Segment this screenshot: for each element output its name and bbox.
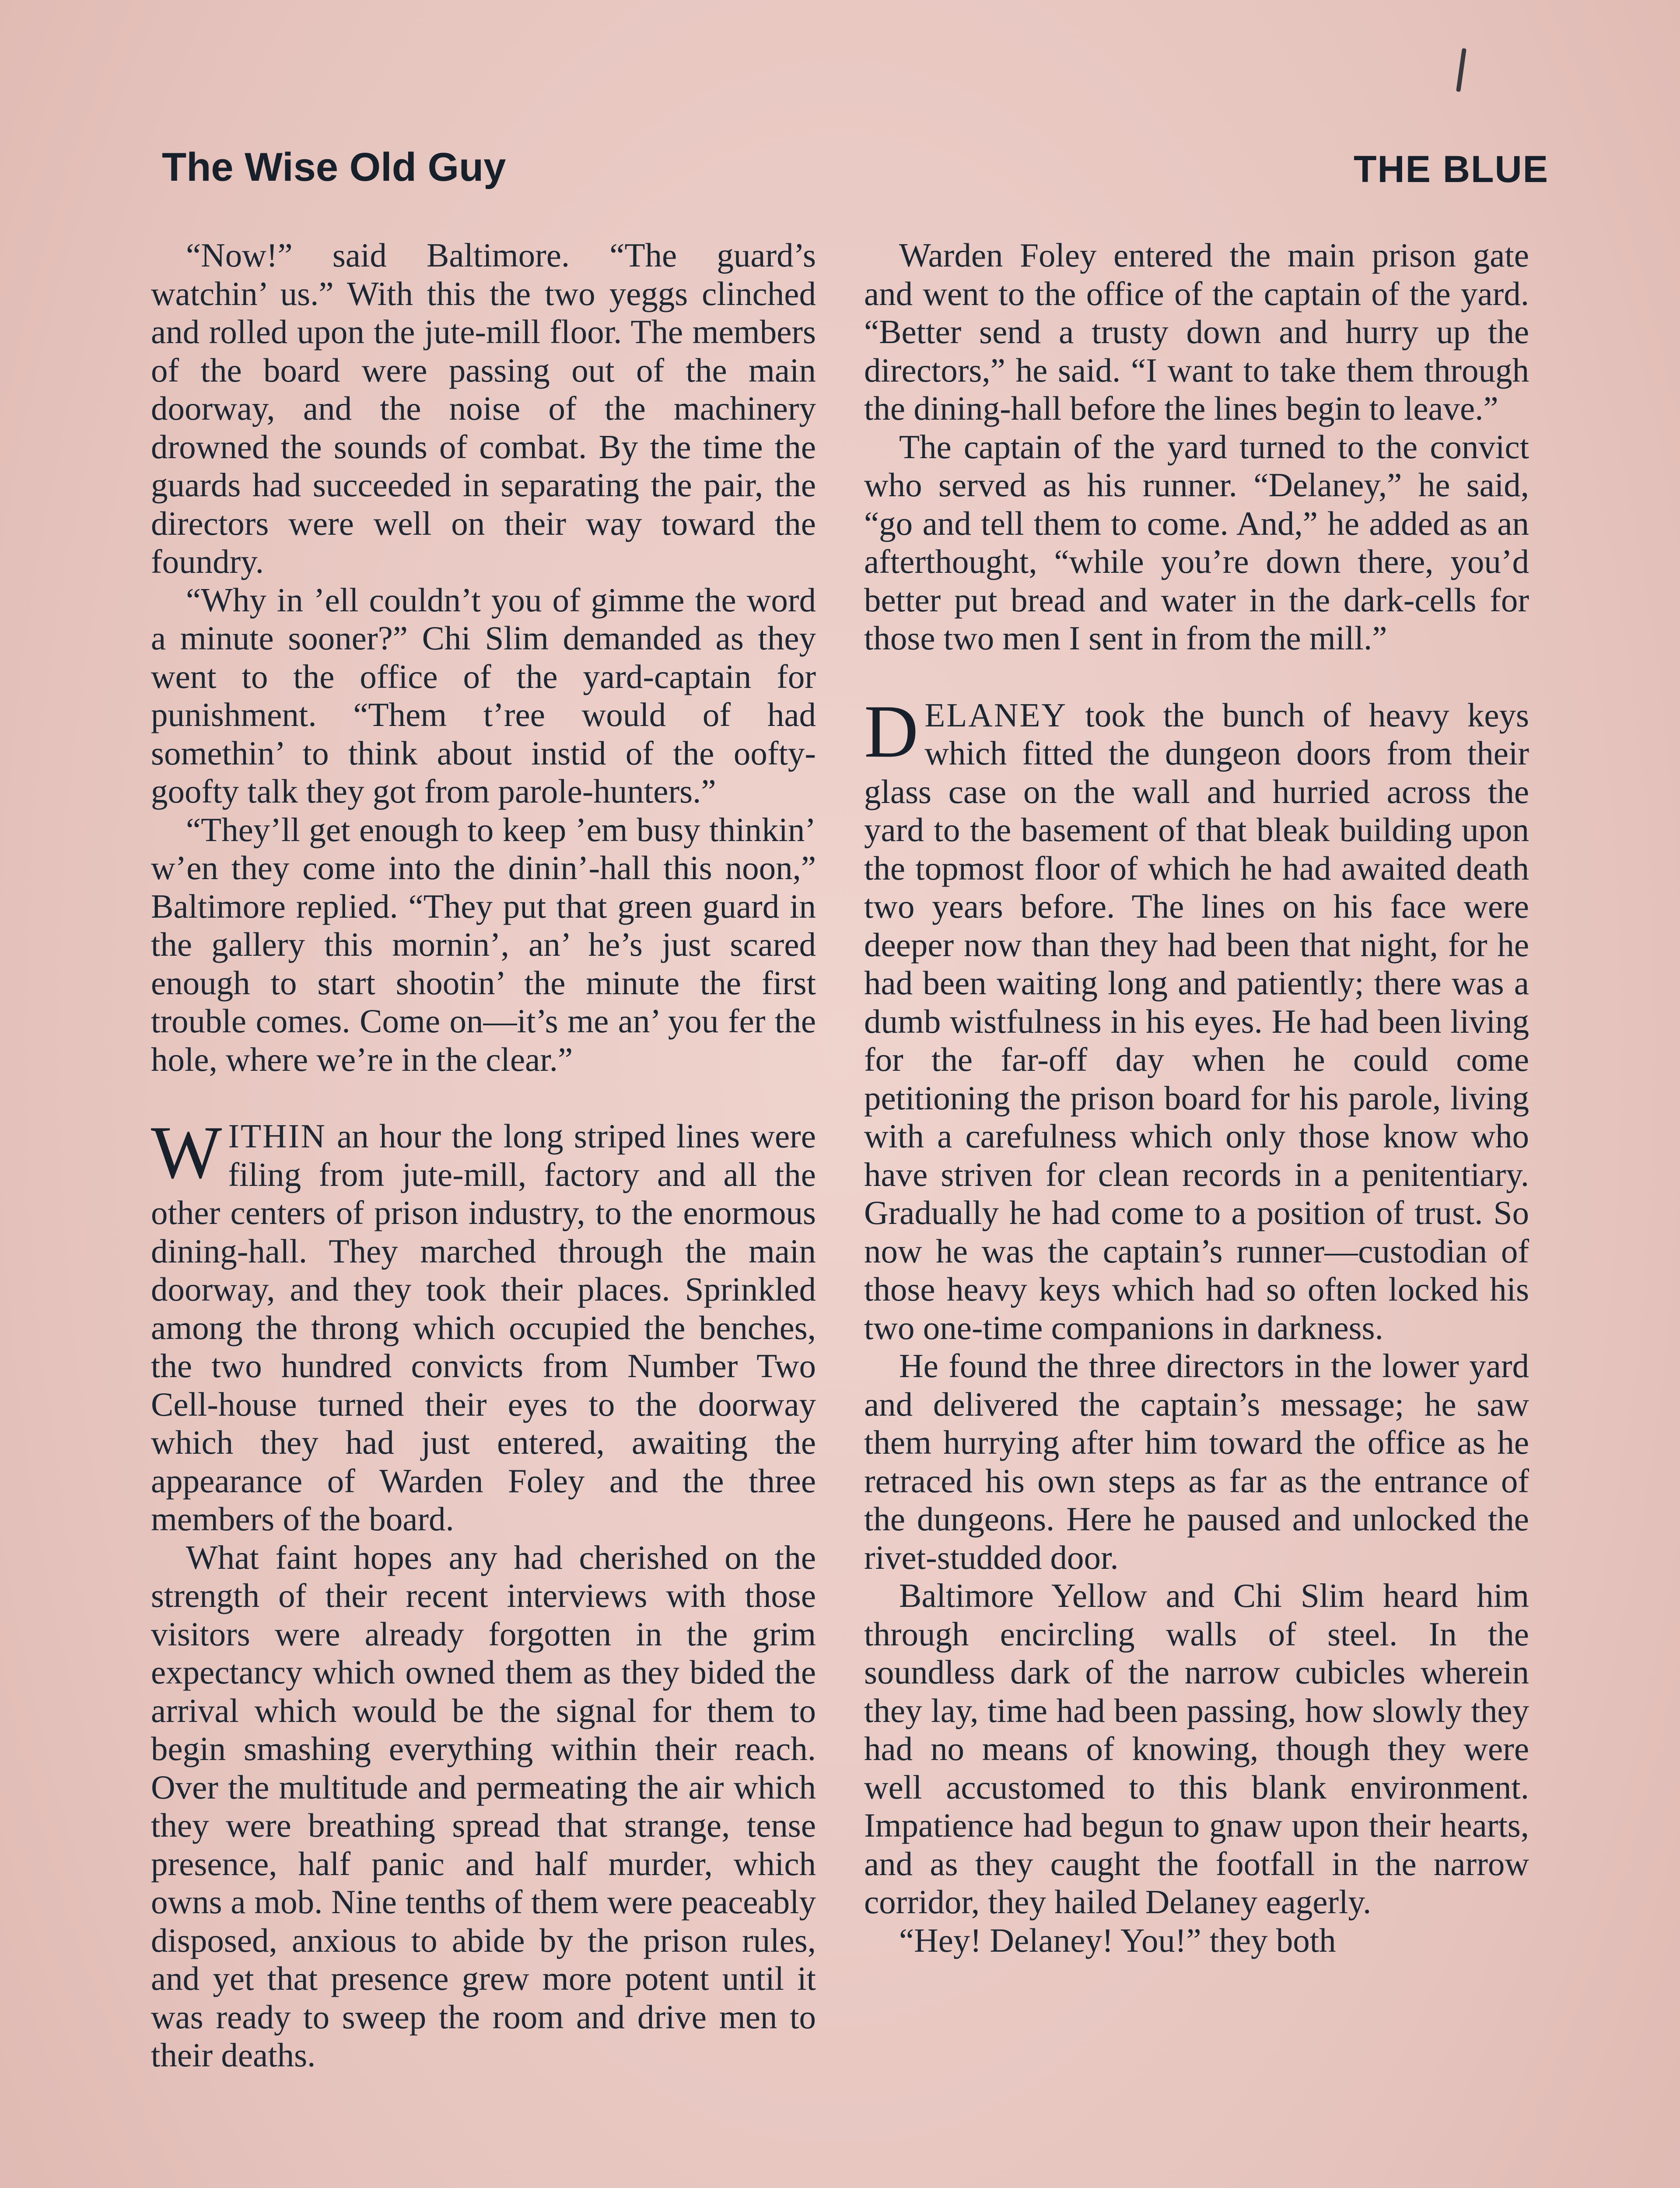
paragraph-text: an hour the long striped lines were filing from jute-mill, factory and all the other centers of prison industry, to the enormous dining-hall. They marched through the main doorway, and they took their places. Sprinkled among the throng which occupied the benches, the two hundred convicts from Number Two Cell-house turned their eyes to the doorway which they had just entered, awaiting the appearance of Warden Foley and the three members of the board. [151,1117,816,1538]
magazine-title: THE BLUE [1354,148,1549,190]
story-title: The Wise Old Guy [162,145,506,189]
paragraph: Warden Foley entered the main prison gate and went to the office of the captain of the yard. “Better send a trusty down and hurry up the directors,” he said. “I want to take them through the dining-hall before the lines begin to leave.” [864,236,1529,427]
paragraph: Baltimore Yellow and Chi Slim heard him through encircling walls of steel. In the soundless dark of the narrow cubicles wherein they lay, time had been passing, how slowly they had no means of knowing, though they were well accustomed to this blank environment. Impatience had begun to gnaw upon their hearts, and as they caught the footfall in the narrow corridor, they hailed Delaney eagerly. [864,1577,1529,1921]
ink-mark [1456,48,1466,92]
paragraph-text: took the bunch of heavy keys which fitted the dungeon doors from their glass case on the wall and hurried across the yard to the basement of that bleak building upon the topmost floor of which he had awaited death two years before. The lines on his face were deeper now than they had been that night, for he had been waiting long and patiently; there was a dumb wistfulness in his eyes. He had been living for the far-off day when he could come petitioning the prison board for his parole, living with a carefulness which only those know who have striven for clean records in a penitentiary. Gradually he had come to a position of trust. So now he was the captain’s runner—custodian of those heavy keys which had so often locked his two one-time companions in darkness. [864,696,1529,1346]
drop-cap: D [864,690,919,773]
paragraph: “Hey! Delaney! You!” they both [899,1921,1336,1959]
section-paragraph [864,690,1529,1347]
right-column [864,236,1529,1960]
paragraph: The captain of the yard turned to the convict who served as his runner. “Delaney,” he said, “go and tell them to come. And,” he added as an afterthought, “while you’re down there, you’d better put bread and water in the dark-cells for those two men I sent in from the mill.” [864,428,1529,657]
paragraph: “They’ll get enough to keep ’em busy thinkin’ w’en they come into the dinin’-hall this noon,” Baltimore replied. “They put that green guard in the gallery this mornin’, an’ he’s just scared enough to start shootin’ the minute the first trouble comes. Come on—it’s me an’ you fer the hole, where we’re in the clear.” [151,810,816,1078]
left-column [151,236,816,2075]
paragraph: He found the three directors in the lower yard and delivered the captain’s message; he saw them hurrying after him toward the office as he retraced his own steps as far as the entrance of the dungeons. Here he paused and unlocked the rivet-studded door. [864,1347,1529,1576]
paragraph: “Now!” said Baltimore. “The guard’s watchin’ us.” With this the two yeggs clinched and rolled upon the jute-mill floor. The members of the board were passing out of the main doorway, and the noise of the machinery drowned the sounds of combat. By the time the guards had succeeded in separating the pair, the directors were well on their way toward the foundry. [151,236,816,580]
drop-cap: W [151,1111,222,1194]
small-caps-lead: ITHIN [228,1117,326,1155]
paragraph: What faint hopes any had cherished on the strength of their recent interviews with those visitors were already forgotten in the grim expectancy which owned them as they bided the arrival which would be the signal for them to begin smashing everything within their reach. Over the multitude and permeating the air which they were breathing spread that strange, tense presence, half panic and half murder, which owns a mob. Nine tenths of them were peaceably disposed, anxious to abide by the prison rules, and yet that presence grew more potent until it was ready to sweep the room and drive men to their deaths. [151,1538,816,2074]
running-header [162,144,1549,206]
paragraph: “Why in ’ell couldn’t you of gimme the word a minute sooner?” Chi Slim demanded as they went to the office of the yard-captain for punishment. “Them t’ree would of had somethin’ to think about instid of the oofty-goofty talk they got from parole-hunters.” [151,581,816,810]
section-paragraph [151,1111,816,1539]
small-caps-lead: ELANEY [924,696,1068,734]
